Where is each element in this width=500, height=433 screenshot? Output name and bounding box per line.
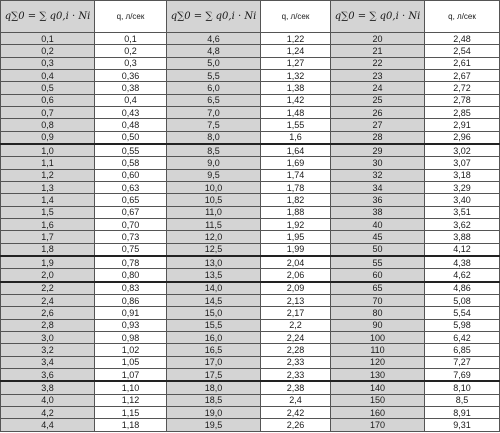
flow-rate-cell: 3,62 [425,218,500,230]
total-flow-cell: 90 [331,319,425,331]
total-flow-cell: 11,5 [167,218,261,230]
table-row [1,231,500,243]
flow-rate-cell: 1,10 [95,381,167,394]
header-total-flow-2: q∑0 = ∑ q0,i · Ni [167,1,261,33]
flow-rate-cell: 1,48 [261,106,331,118]
total-flow-cell: 1,2 [1,169,95,181]
flow-rate-cell: 1,38 [261,82,331,94]
header-q-1: q, л/сек [95,1,167,33]
flow-rate-cell: 2,09 [261,282,331,295]
table-row [1,106,500,118]
flow-rate-cell: 0,4 [95,94,167,106]
flow-rate-cell: 2,28 [261,344,331,356]
flow-rate-cell: 1,05 [95,356,167,368]
table-row [1,269,500,282]
total-flow-cell: 1,7 [1,231,95,243]
flow-rate-cell: 1,24 [261,45,331,57]
flow-rate-cell: 5,98 [425,319,500,331]
flow-rate-cell: 2,42 [261,406,331,418]
total-flow-cell: 10,0 [167,181,261,193]
total-flow-cell: 18,0 [167,381,261,394]
flow-rate-cell: 0,98 [95,331,167,343]
table-row [1,57,500,69]
table-row [1,331,500,343]
flow-rate-cell: 0,63 [95,181,167,193]
table-row [1,406,500,418]
total-flow-cell: 30 [331,157,425,169]
flow-rate-cell: 0,70 [95,218,167,230]
total-flow-cell: 20 [331,33,425,45]
total-flow-cell: 26 [331,106,425,118]
total-flow-cell: 0,3 [1,57,95,69]
total-flow-cell: 3,8 [1,381,95,394]
total-flow-cell: 4,2 [1,406,95,418]
flow-rate-cell: 0,38 [95,82,167,94]
flow-rate-cell: 1,95 [261,231,331,243]
flow-rate-cell: 4,62 [425,269,500,282]
table-row [1,356,500,368]
flow-rate-cell: 2,26 [261,419,331,432]
total-flow-cell: 9,5 [167,169,261,181]
total-flow-cell: 170 [331,419,425,432]
flow-rate-cell: 1,99 [261,243,331,256]
flow-rate-cell: 0,3 [95,57,167,69]
table-row [1,119,500,131]
total-flow-cell: 32 [331,169,425,181]
flow-rate-cell: 3,51 [425,206,500,218]
flow-rate-cell: 0,43 [95,106,167,118]
header-total-flow-1: q∑0 = ∑ q0,i · Ni [1,1,95,33]
table-row [1,131,500,144]
total-flow-cell: 0,4 [1,69,95,81]
flow-rate-cell: 3,07 [425,157,500,169]
table-row [1,169,500,181]
flow-rate-cell: 1,02 [95,344,167,356]
total-flow-cell: 2,4 [1,294,95,306]
total-flow-cell: 23 [331,69,425,81]
flow-rate-cell: 9,31 [425,419,500,432]
total-flow-cell: 6,0 [167,82,261,94]
flow-rate-cell: 2,78 [425,94,500,106]
table-row [1,45,500,57]
total-flow-cell: 0,7 [1,106,95,118]
total-flow-cell: 38 [331,206,425,218]
flow-rate-cell: 0,65 [95,194,167,206]
flow-rate-cell: 0,91 [95,307,167,319]
table-row [1,419,500,432]
flow-rate-cell: 0,93 [95,319,167,331]
total-flow-cell: 140 [331,381,425,394]
total-flow-cell: 1,1 [1,157,95,169]
table-row [1,218,500,230]
total-flow-cell: 3,0 [1,331,95,343]
total-flow-cell: 13,5 [167,269,261,282]
total-flow-cell: 150 [331,394,425,406]
flow-rate-cell: 0,75 [95,243,167,256]
flow-rate-cell: 3,29 [425,181,500,193]
flow-rate-cell: 1,32 [261,69,331,81]
total-flow-cell: 13,0 [167,256,261,269]
flow-rate-cell: 1,15 [95,406,167,418]
total-flow-cell: 80 [331,307,425,319]
flow-rate-cell: 2,67 [425,69,500,81]
total-flow-cell: 3,4 [1,356,95,368]
total-flow-cell: 10,5 [167,194,261,206]
total-flow-cell: 19,5 [167,419,261,432]
flow-rate-cell: 4,12 [425,243,500,256]
total-flow-cell: 50 [331,243,425,256]
flow-rate-cell: 2,24 [261,331,331,343]
flow-rate-cell: 0,2 [95,45,167,57]
flow-rate-cell: 2,91 [425,119,500,131]
table-row [1,243,500,256]
total-flow-cell: 27 [331,119,425,131]
total-flow-cell: 14,0 [167,282,261,295]
flow-rate-cell: 1,88 [261,206,331,218]
flow-rate-cell: 1,92 [261,218,331,230]
total-flow-cell: 5,5 [167,69,261,81]
flow-rate-cell: 2,33 [261,356,331,368]
total-flow-cell: 34 [331,181,425,193]
table-row [1,307,500,319]
flow-rate-cell: 1,64 [261,144,331,157]
flow-rate-cell: 8,5 [425,394,500,406]
flow-rate-cell: 2,48 [425,33,500,45]
total-flow-cell: 7,0 [167,106,261,118]
flow-rate-cell: 0,73 [95,231,167,243]
total-flow-cell: 1,3 [1,181,95,193]
total-flow-cell: 21 [331,45,425,57]
total-flow-cell: 0,2 [1,45,95,57]
flow-rate-cell: 0,80 [95,269,167,282]
flow-rate-cell: 1,6 [261,131,331,144]
table-row [1,181,500,193]
flow-rate-cell: 0,48 [95,119,167,131]
total-flow-cell: 2,2 [1,282,95,295]
table-row [1,344,500,356]
table-row [1,294,500,306]
total-flow-cell: 8,0 [167,131,261,144]
total-flow-cell: 2,0 [1,269,95,282]
total-flow-cell: 12,5 [167,243,261,256]
header-total-flow-3: q∑0 = ∑ q0,i · Ni [331,1,425,33]
header-row [1,1,500,33]
flow-rate-cell: 2,06 [261,269,331,282]
flow-rate-cell: 2,72 [425,82,500,94]
total-flow-cell: 5,0 [167,57,261,69]
flow-rate-cell: 0,58 [95,157,167,169]
flow-rate-cell: 1,82 [261,194,331,206]
table-row [1,94,500,106]
total-flow-cell: 6,5 [167,94,261,106]
total-flow-cell: 4,8 [167,45,261,57]
flow-rate-cell: 0,60 [95,169,167,181]
flow-rate-cell: 0,86 [95,294,167,306]
flow-rate-cell: 1,69 [261,157,331,169]
flow-rate-cell: 1,22 [261,33,331,45]
flow-rate-cell: 3,18 [425,169,500,181]
total-flow-cell: 0,9 [1,131,95,144]
table-row [1,82,500,94]
flow-rate-cell: 0,55 [95,144,167,157]
table-row [1,368,500,381]
total-flow-cell: 4,0 [1,394,95,406]
flow-rate-cell: 5,08 [425,294,500,306]
flow-rate-cell: 6,42 [425,331,500,343]
flow-rate-cell: 1,07 [95,368,167,381]
total-flow-cell: 15,5 [167,319,261,331]
table-row [1,206,500,218]
total-flow-cell: 1,4 [1,194,95,206]
table-row [1,194,500,206]
table-row [1,144,500,157]
flow-rate-cell: 2,33 [261,368,331,381]
header-q-3: q, л/сек [425,1,500,33]
total-flow-cell: 17,0 [167,356,261,368]
total-flow-cell: 4,6 [167,33,261,45]
total-flow-cell: 9,0 [167,157,261,169]
table-body [1,33,500,432]
flow-rate-cell: 2,61 [425,57,500,69]
total-flow-cell: 55 [331,256,425,269]
total-flow-cell: 24 [331,82,425,94]
flow-rate-cell: 0,67 [95,206,167,218]
table-row [1,69,500,81]
total-flow-cell: 14,5 [167,294,261,306]
total-flow-cell: 60 [331,269,425,282]
total-flow-cell: 100 [331,331,425,343]
total-flow-cell: 2,8 [1,319,95,331]
table-row [1,319,500,331]
flow-rate-cell: 0,50 [95,131,167,144]
total-flow-cell: 45 [331,231,425,243]
flow-rate-cell: 7,27 [425,356,500,368]
total-flow-cell: 0,1 [1,33,95,45]
flow-rate-cell: 2,04 [261,256,331,269]
table-row [1,157,500,169]
flow-rate-cell: 3,88 [425,231,500,243]
total-flow-cell: 65 [331,282,425,295]
flow-rate-cell: 7,69 [425,368,500,381]
flow-rate-cell: 2,2 [261,319,331,331]
total-flow-cell: 7,5 [167,119,261,131]
total-flow-cell: 16,0 [167,331,261,343]
flow-rate-cell: 4,38 [425,256,500,269]
flow-rate-cell: 5,54 [425,307,500,319]
total-flow-cell: 3,2 [1,344,95,356]
flow-rate-cell: 1,74 [261,169,331,181]
flow-rate-cell: 2,85 [425,106,500,118]
total-flow-cell: 11,0 [167,206,261,218]
flow-rate-cell: 2,17 [261,307,331,319]
flow-rate-cell: 3,02 [425,144,500,157]
total-flow-cell: 29 [331,144,425,157]
flow-rate-cell: 2,13 [261,294,331,306]
total-flow-cell: 160 [331,406,425,418]
flow-rate-cell: 1,55 [261,119,331,131]
flow-rate-cell: 2,4 [261,394,331,406]
flow-rate-cell: 4,86 [425,282,500,295]
total-flow-cell: 4,4 [1,419,95,432]
total-flow-cell: 1,9 [1,256,95,269]
table-row [1,256,500,269]
total-flow-cell: 18,5 [167,394,261,406]
total-flow-cell: 12,0 [167,231,261,243]
total-flow-cell: 36 [331,194,425,206]
flow-rate-cell: 6,85 [425,344,500,356]
flow-rate-cell: 2,38 [261,381,331,394]
flow-rate-cell: 1,78 [261,181,331,193]
flow-rate-cell: 2,54 [425,45,500,57]
flow-rate-cell: 0,78 [95,256,167,269]
total-flow-cell: 40 [331,218,425,230]
total-flow-cell: 15,0 [167,307,261,319]
total-flow-cell: 3,6 [1,368,95,381]
total-flow-cell: 0,5 [1,82,95,94]
flow-rate-cell: 8,10 [425,381,500,394]
flow-rate-cell: 2,96 [425,131,500,144]
total-flow-cell: 2,6 [1,307,95,319]
total-flow-cell: 1,0 [1,144,95,157]
flow-rate-cell: 1,27 [261,57,331,69]
header-q-2: q, л/сек [261,1,331,33]
total-flow-cell: 120 [331,356,425,368]
flow-rate-cell: 0,36 [95,69,167,81]
total-flow-cell: 70 [331,294,425,306]
table-row [1,381,500,394]
total-flow-cell: 1,6 [1,218,95,230]
total-flow-cell: 1,8 [1,243,95,256]
total-flow-cell: 16,5 [167,344,261,356]
table-row [1,33,500,45]
flow-rate-cell: 3,40 [425,194,500,206]
table-row [1,282,500,295]
flow-rate-cell: 1,18 [95,419,167,432]
flow-rate-cell: 0,83 [95,282,167,295]
total-flow-cell: 130 [331,368,425,381]
table-row [1,394,500,406]
total-flow-cell: 8,5 [167,144,261,157]
total-flow-cell: 110 [331,344,425,356]
flow-rate-cell: 8,91 [425,406,500,418]
total-flow-cell: 17,5 [167,368,261,381]
total-flow-cell: 25 [331,94,425,106]
flow-rate-cell: 1,12 [95,394,167,406]
total-flow-cell: 22 [331,57,425,69]
total-flow-cell: 28 [331,131,425,144]
flow-rate-cell: 0,1 [95,33,167,45]
total-flow-cell: 0,8 [1,119,95,131]
flow-rate-cell: 1,42 [261,94,331,106]
total-flow-cell: 19,0 [167,406,261,418]
total-flow-cell: 1,5 [1,206,95,218]
total-flow-cell: 0,6 [1,94,95,106]
